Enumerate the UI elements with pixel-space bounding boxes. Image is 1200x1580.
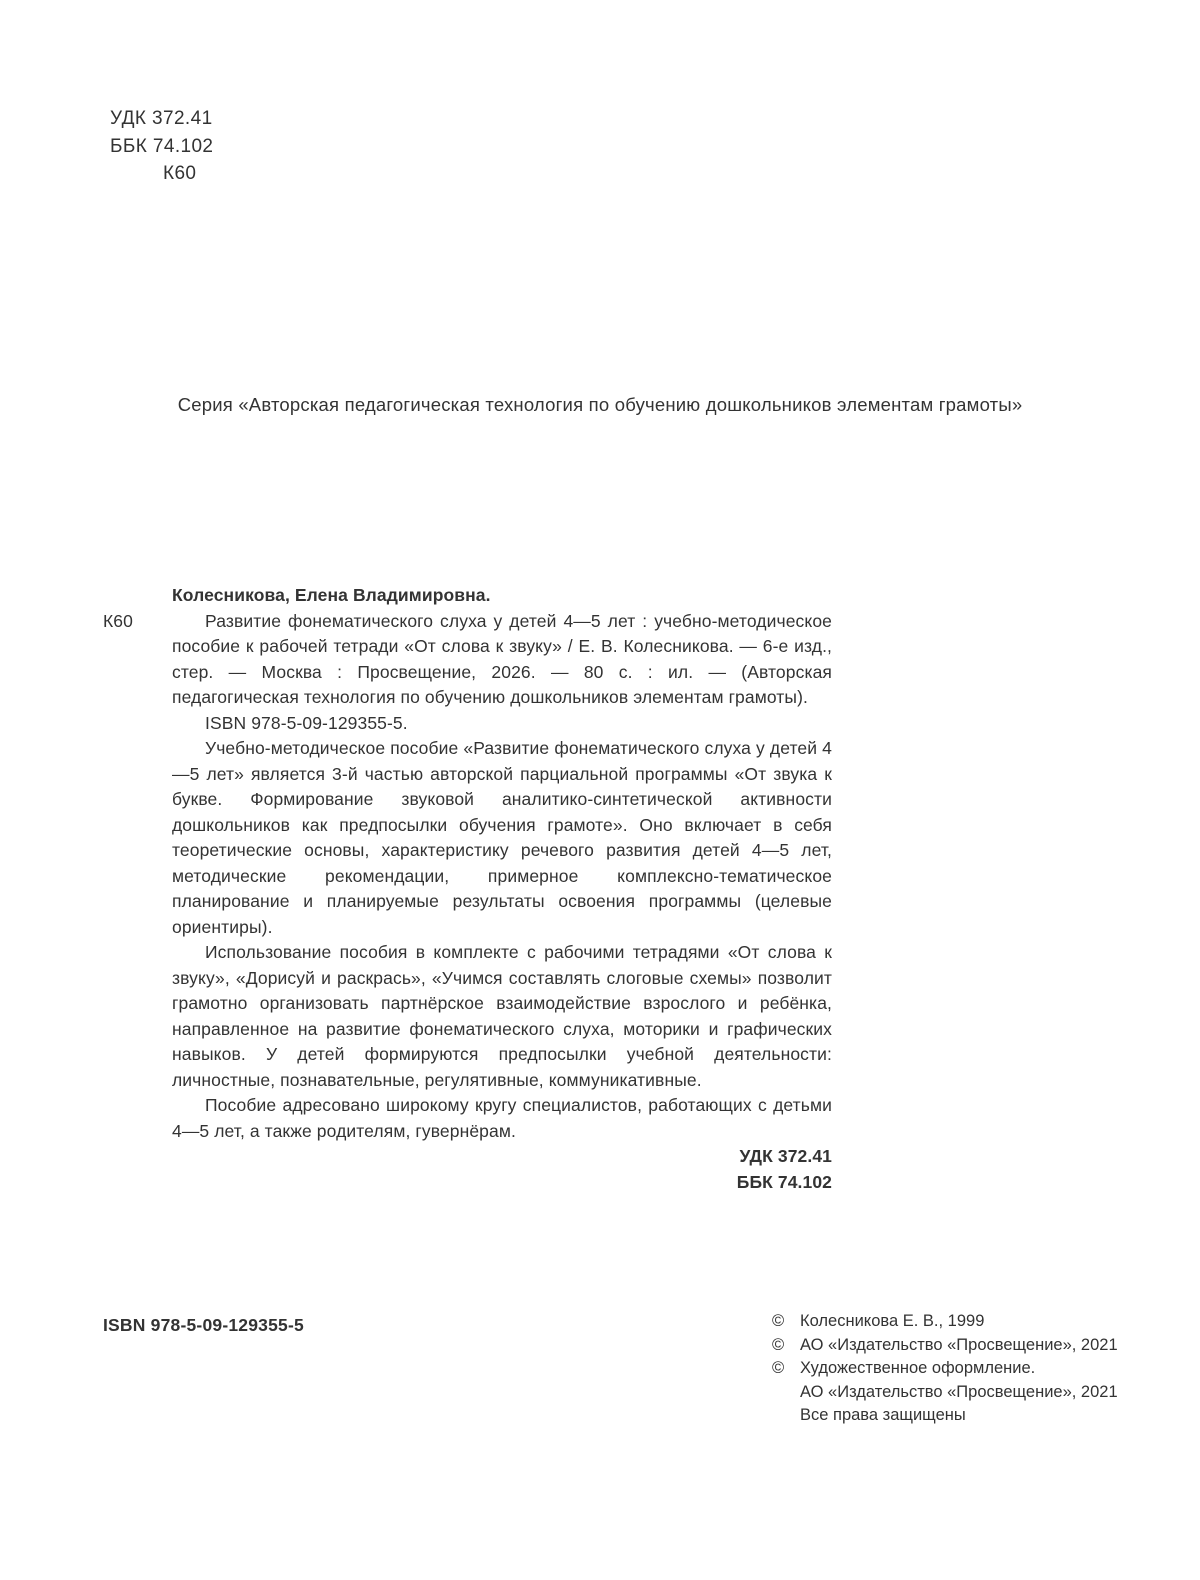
bbk-code-top: ББК 74.102 [110,135,214,157]
annotation-paragraph-1: Учебно-методическое пособие «Развитие фонематического слуха у детей 4—5 лет» является 3-й частью авторской парциальной программы «От звука к букве. Формирование звуковой аналитико-синтетической активности дошкольников как предпосылки обучения грамоте». Оно включает в себя теоретические основы, характеристику речевого развития детей 4—5 лет, методические рекомендации, примерное комплексно-тематическое планирование и планируемые результаты освоения программы (целевые ориентиры). [172,738,832,937]
copyright-symbol: © [772,1335,785,1354]
copyright-block [772,1310,1152,1428]
isbn-footer: ISBN 978-5-09-129355-5 [103,1315,304,1335]
bibliographic-block [103,583,832,1195]
author-sign-margin: К60 [103,610,133,631]
copyright-line [772,1310,1152,1334]
copyright-line [772,1404,1152,1428]
isbn-line: ISBN 978-5-09-129355-5. [205,712,408,733]
copyright-text: АО «Издательство «Просвещение», 2021 [800,1382,1118,1401]
annotation-paragraph-3: Пособие адресовано широкому кругу специалистов, работающих с детьми 4—5 лет, а также родителям, гувернёрам. [172,1095,832,1141]
copyright-line [772,1381,1152,1405]
top-classification-codes [110,105,213,188]
copyright-text: Колесникова Е. В., 1999 [800,1312,985,1330]
copyright-symbol: © [772,1359,785,1377]
copyright-symbol: © [772,1312,785,1330]
bibliographic-record: Развитие фонематического слуха у детей 4—5 лет : учебно-методическое пособие к рабочей тетради «От слова к звуку» / Е. В. Колесникова. — 6-е изд., стер. — Москва : Просвещение, 2026. — 80 с. : ил. — (Авторская педагогическая технология по обучению дошкольников элементам грамоты). [172,610,832,707]
copyright-text: Все права защищены [800,1406,966,1424]
bbk-code-bottom: ББК 74.102 [736,1171,832,1192]
udk-code-top: УДК 372.41 [110,108,213,129]
copyright-line [772,1357,1152,1381]
annotation-paragraph-2: Использование пособия в комплекте с рабочими тетрадями «От слова к звуку», «Дорисуй и раскрась», «Учимся составлять слоговые схемы» позволит грамотно организовать партнёрское взаимодействие взрослого и ребёнка, направленное на развитие фонематического слуха, моторики и графических навыков. У детей формируются предпосылки учебной деятельности: личностные, познавательные, регулятивные, коммуникативные. [172,942,832,1090]
copyright-symbol [772,1381,800,1405]
author-heading: Колесникова, Елена Владимировна. [172,585,491,605]
copyright-symbol [772,1404,800,1428]
udk-code-bottom: УДК 372.41 [739,1146,832,1166]
author-sign-top: К60 [163,163,197,184]
series-line: Серия «Авторская педагогическая технология по обучению дошкольников элементам грамоты» [177,394,1023,415]
copyright-line [772,1334,1152,1358]
copyright-text: Художественное оформление. [800,1359,1036,1377]
copyright-text: АО «Издательство «Просвещение», 2021 [800,1335,1118,1354]
